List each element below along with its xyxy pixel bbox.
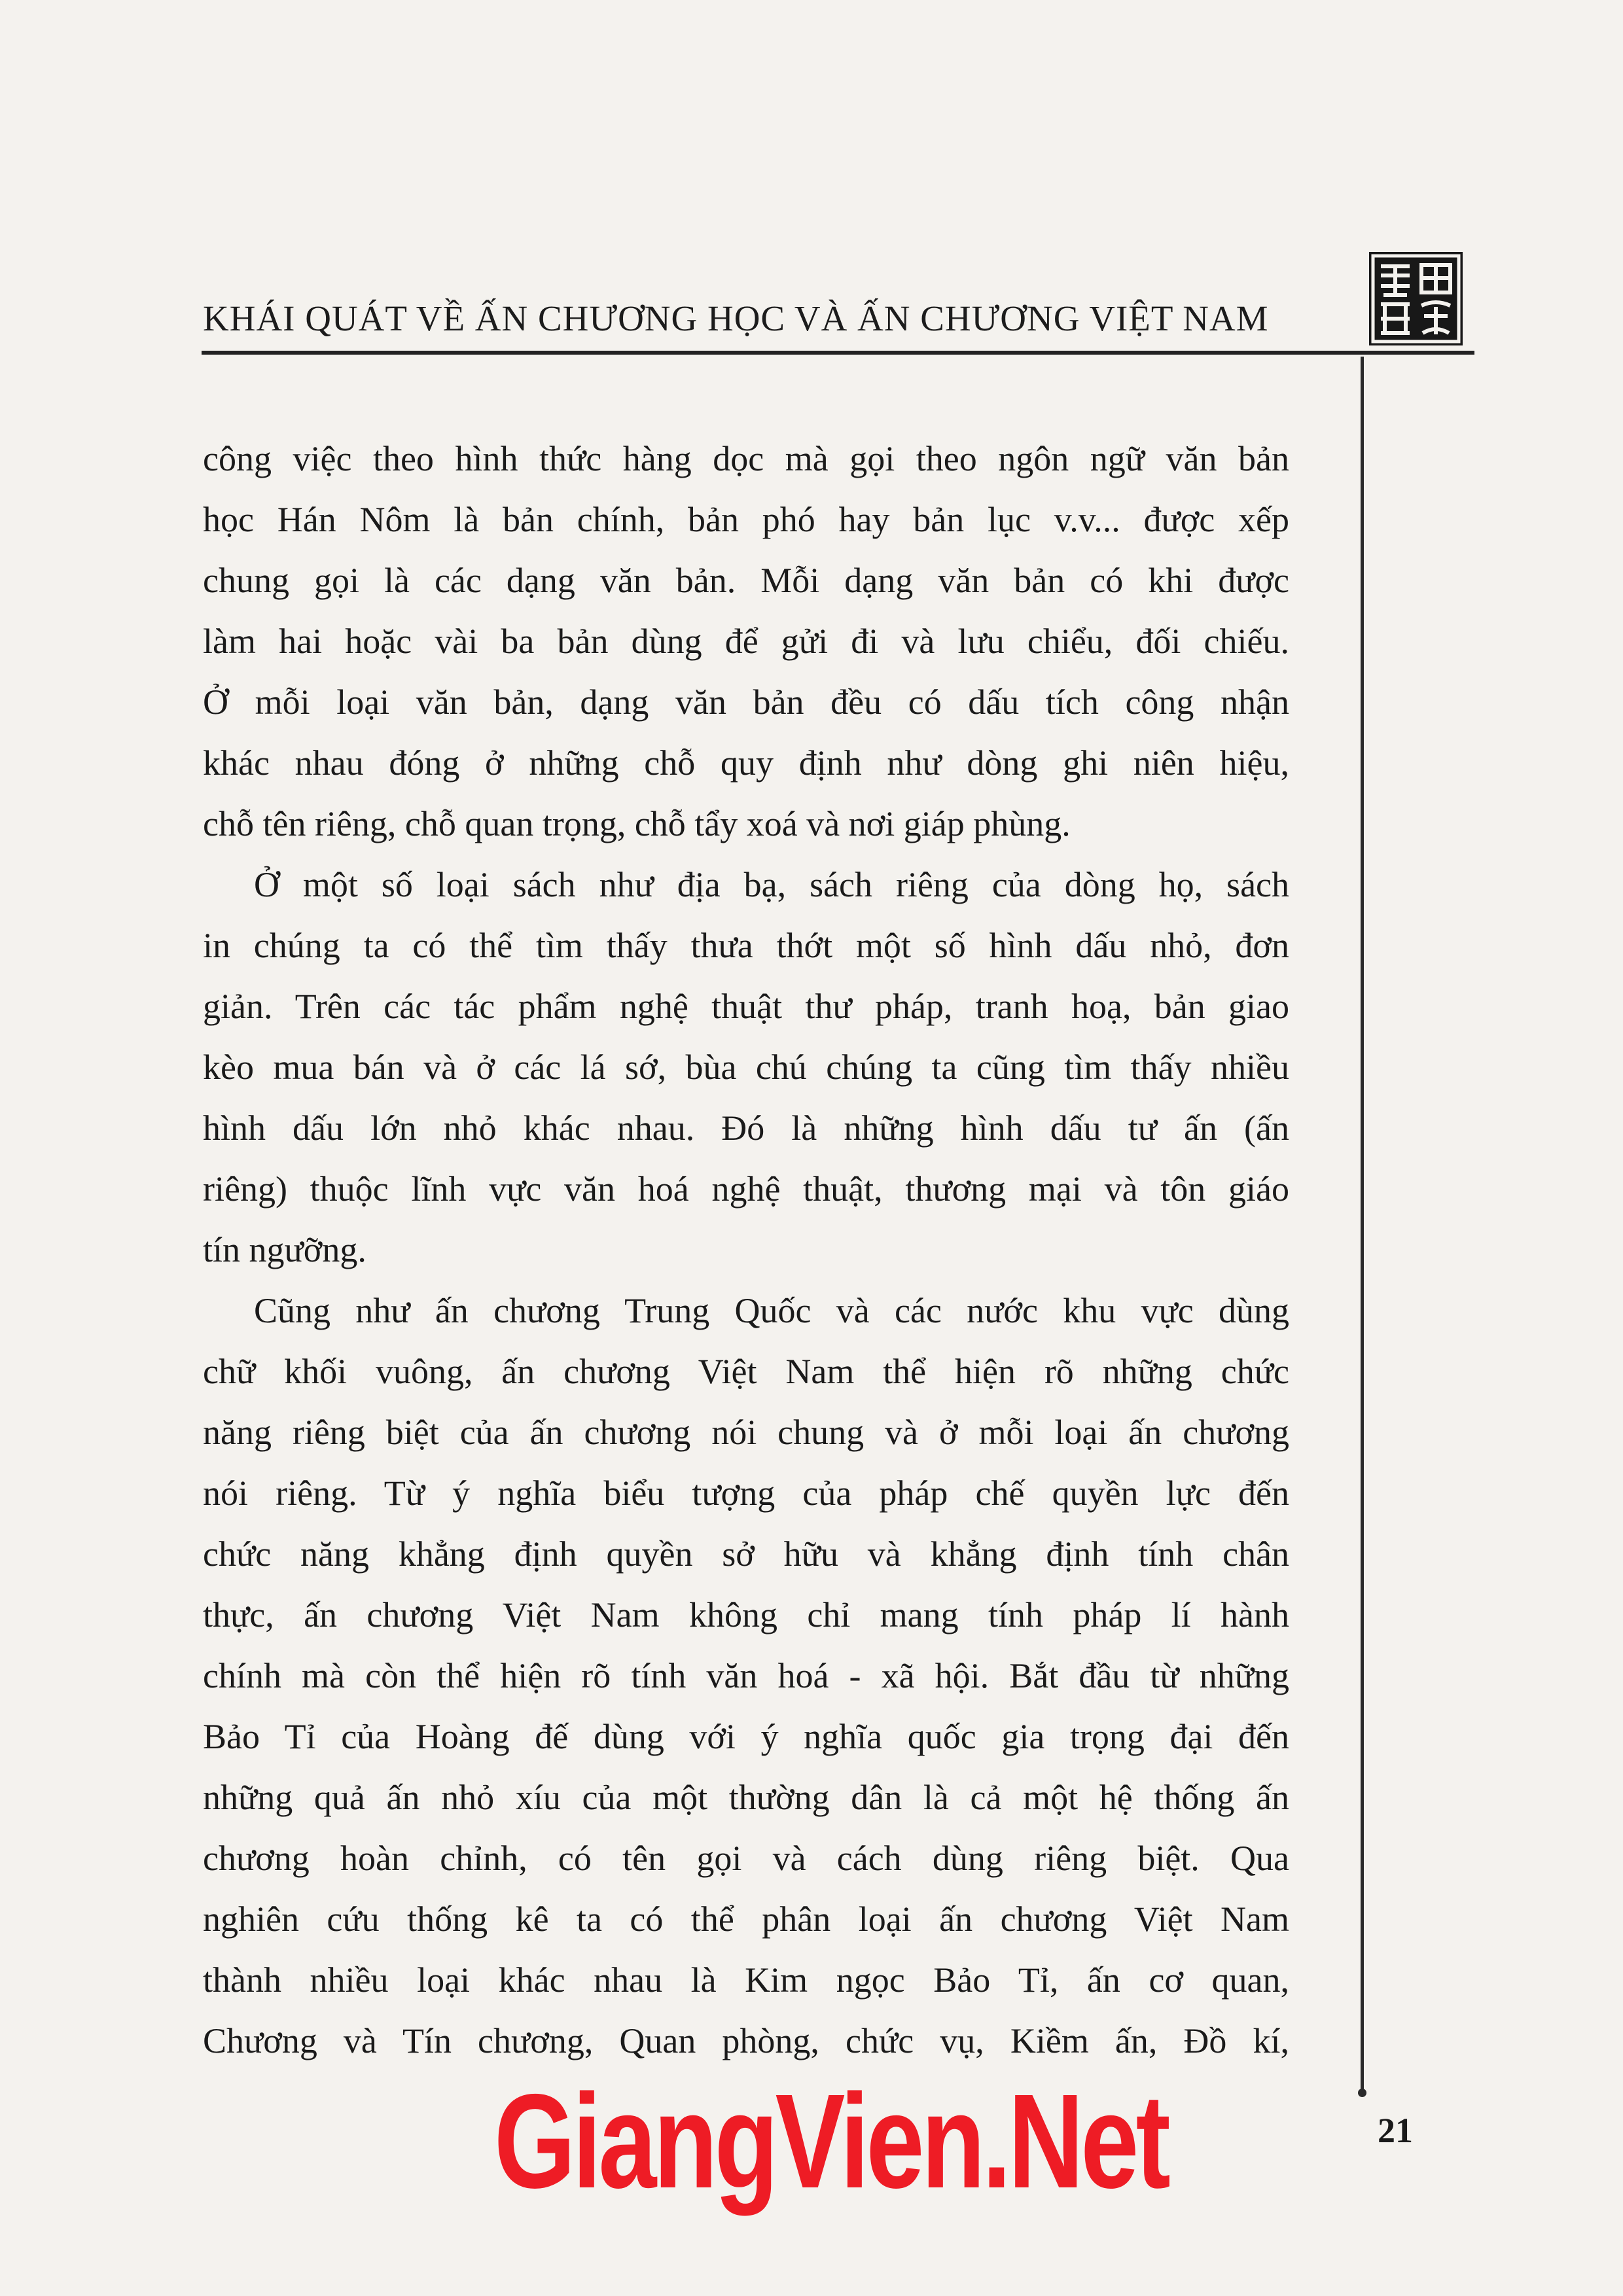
margin-vertical-rule [1361,357,1364,2091]
text-line: năng riêng biệt của ấn chương nói chung và ở mỗi loại ấn chương [203,1413,1289,1452]
text-line: công việc theo hình thức hàng dọc mà gọi theo ngôn ngữ văn bản [203,439,1289,478]
text-line: kèo mua bán và ở các lá sớ, bùa chú chúng ta cũng tìm thấy nhiều [203,1048,1289,1087]
text-line: khác nhau đóng ở những chỗ quy định như dòng ghi niên hiệu, [203,743,1289,783]
text-line: làm hai hoặc vài ba bản dùng để gửi đi và lưu chiểu, đối chiếu. [203,622,1289,661]
text-line: chữ khối vuông, ấn chương Việt Nam thể hiện rõ những chức [203,1352,1289,1391]
text-line: riêng) thuộc lĩnh vực văn hoá nghệ thuật, thương mại và tôn giáo [203,1169,1289,1209]
text-line: chức năng khẳng định quyền sở hữu và khẳng định tính chân [203,1534,1289,1574]
text-line: Ở một số loại sách như địa bạ, sách riêng của dòng họ, sách [254,865,1289,904]
margin-rule-end [1358,2089,1366,2097]
text-line: hình dấu lớn nhỏ khác nhau. Đó là những hình dấu tư ấn (ấn [203,1108,1289,1148]
text-line: nói riêng. Từ ý nghĩa biểu tượng của pháp chế quyền lực đến [203,1474,1289,1513]
page-number: 21 [1378,2111,1413,2150]
body-text [203,429,1289,2072]
text-line: Ở mỗi loại văn bản, dạng văn bản đều có dấu tích công nhận [203,682,1289,722]
text-line: nghiên cứu thống kê ta có thể phân loại ấn chương Việt Nam [203,1899,1289,1939]
text-line: in chúng ta có thể tìm thấy thưa thớt một số hình dấu nhỏ, đơn [203,926,1289,965]
text-line: thực, ấn chương Việt Nam không chỉ mang tính pháp lí hành [203,1595,1289,1634]
text-line: Bảo Tỉ của Hoàng đế dùng với ý nghĩa quốc gia trọng đại đến [203,1717,1289,1756]
text-line: thành nhiều loại khác nhau là Kim ngọc Bảo Tỉ, ấn cơ quan, [203,1960,1289,2000]
text-line: chương hoàn chỉnh, có tên gọi và cách dùng riêng biệt. Qua [203,1839,1289,1878]
square-seal-icon [1369,252,1463,345]
running-head: KHÁI QUÁT VỀ ẤN CHƯƠNG HỌC VÀ ẤN CHƯƠNG VIỆT NAM [203,298,1269,338]
text-line: chính mà còn thể hiện rõ tính văn hoá - xã hội. Bắt đầu từ những [203,1656,1289,1695]
text-line: chung gọi là các dạng văn bản. Mỗi dạng văn bản có khi được [203,561,1289,600]
watermark-logo: GiangVien.Net [494,2066,1168,2216]
text-line: Cũng như ấn chương Trung Quốc và các nước khu vực dùng [254,1291,1289,1330]
seal-graphic [1369,252,1463,345]
text-line: chỗ tên riêng, chỗ quan trọng, chỗ tẩy xoá và nơi giáp phùng. [203,804,1071,843]
text-line: Chương và Tín chương, Quan phòng, chức vụ, Kiềm ấn, Đồ kí, [203,2021,1289,2060]
header-rule [202,351,1474,355]
text-line: những quả ấn nhỏ xíu của một thường dân là cả một hệ thống ấn [203,1778,1289,1817]
text-line: học Hán Nôm là bản chính, bản phó hay bản lục v.v... được xếp [203,500,1289,539]
text-line: giản. Trên các tác phẩm nghệ thuật thư pháp, tranh hoạ, bản giao [203,987,1289,1026]
text-line: tín ngưỡng. [203,1230,366,1269]
